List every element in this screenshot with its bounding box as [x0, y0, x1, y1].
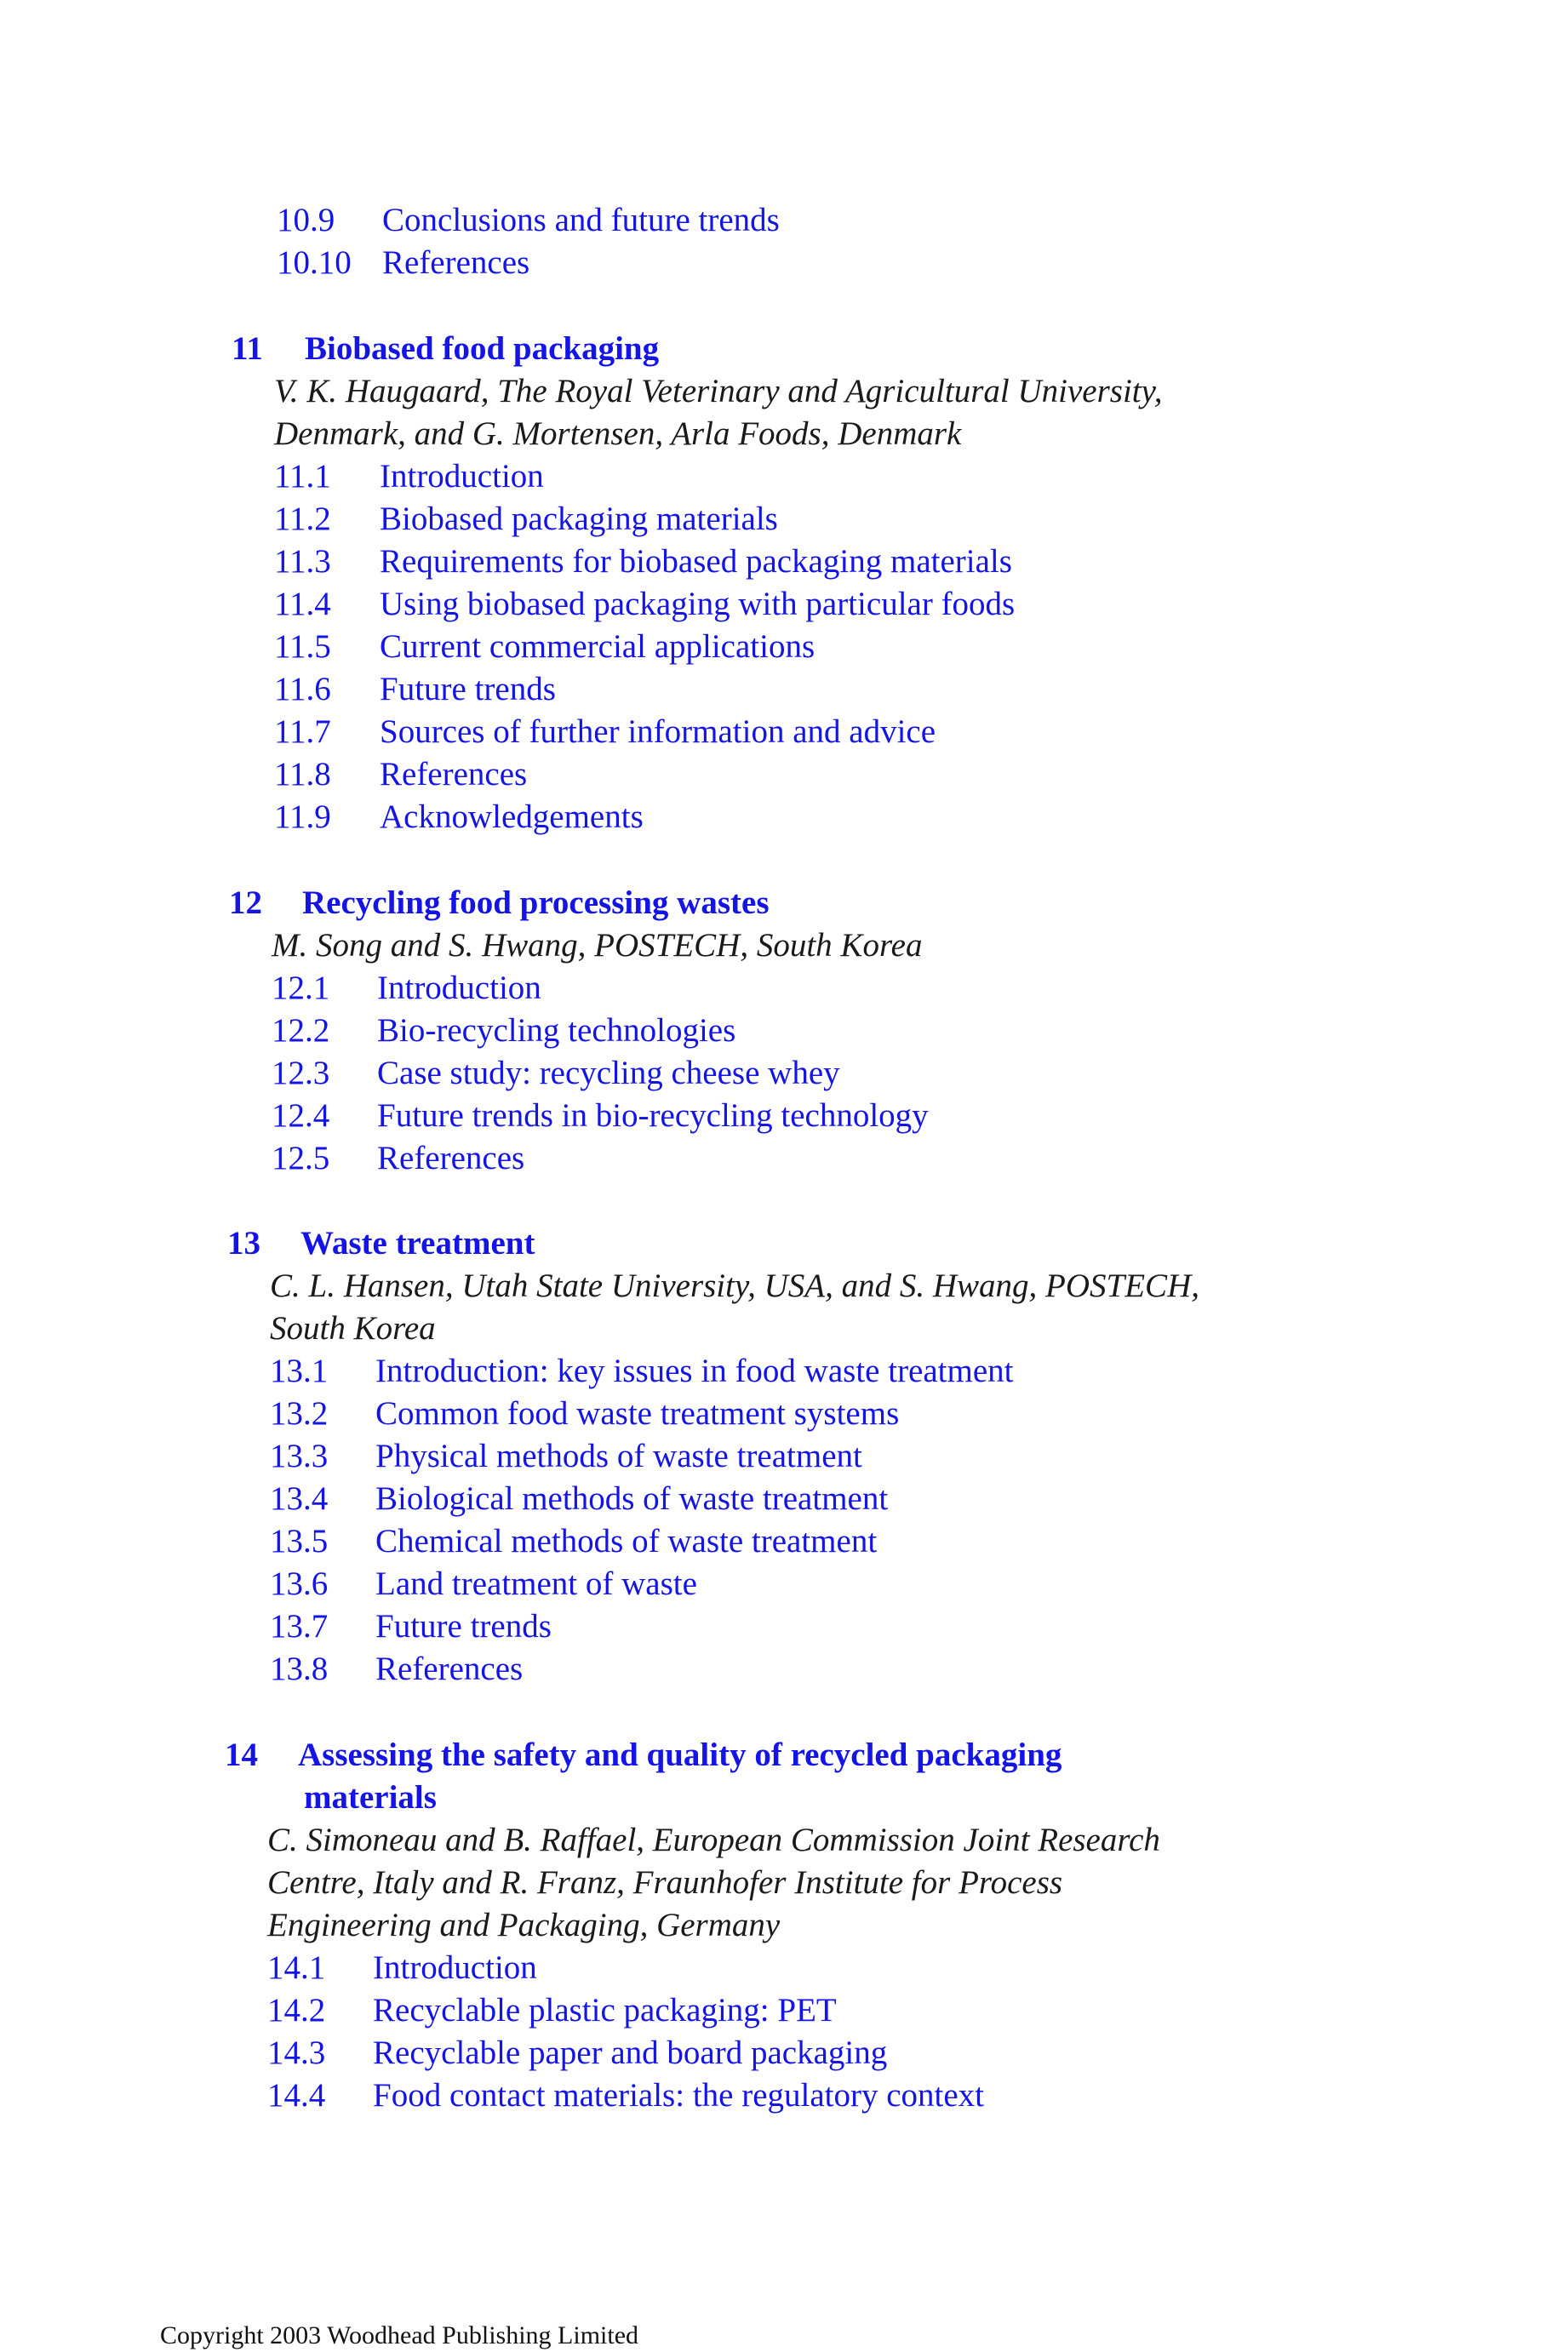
section-title: Acknowledgements [380, 798, 644, 835]
section-number: 13.4 [270, 1480, 329, 1517]
section-number: 11.8 [274, 756, 331, 793]
section-title: Using biobased packaging with particular foods [380, 586, 1016, 622]
chapter-title: Recycling food processing wastes [302, 884, 770, 921]
section-title: Physical methods of waste treatment [375, 1438, 862, 1474]
section-number: 12.4 [272, 1097, 330, 1134]
section-title: References [377, 1140, 525, 1176]
chapter-heading-13[interactable] [227, 1222, 535, 1265]
section-title: Chemical methods of waste treatment [375, 1523, 878, 1559]
section-title: Introduction [377, 970, 541, 1006]
section-title: Common food waste treatment systems [375, 1395, 900, 1432]
section-title: Sources of further information and advice [380, 713, 936, 750]
chapter-authors-line: C. Simoneau and B. Raffael, European Commission Joint Research [267, 1822, 1160, 1858]
toc-entry-11-2[interactable] [274, 498, 778, 541]
chapter-authors-line: V. K. Haugaard, The Royal Veterinary and Agricultural University, [274, 373, 1163, 409]
section-number: 12.5 [272, 1140, 330, 1176]
section-number: 11.9 [274, 798, 331, 835]
section-number: 12.2 [272, 1012, 330, 1049]
section-title: Food contact materials: the regulatory context [373, 2077, 985, 2114]
section-number: 14.4 [267, 2077, 326, 2114]
section-number: 14.3 [267, 2034, 326, 2071]
toc-entry-13-5[interactable] [270, 1520, 877, 1563]
section-number: 13.5 [270, 1523, 329, 1559]
chapter-authors-line: M. Song and S. Hwang, POSTECH, South Korea [272, 927, 923, 964]
toc-entry-12-4[interactable] [272, 1095, 929, 1137]
chapter-authors-line: Centre, Italy and R. Franz, Fraunhofer Institute for Process [267, 1864, 1063, 1901]
section-number: 10.9 [277, 202, 335, 238]
section-title: Biobased packaging materials [380, 501, 778, 537]
section-number: 11.4 [274, 586, 331, 622]
section-title: Current commercial applications [380, 628, 815, 665]
chapter-heading-14[interactable] [225, 1734, 1062, 1777]
section-number: 11.7 [274, 713, 331, 750]
chapter-authors-line: Engineering and Packaging, Germany [267, 1907, 781, 1943]
toc-entry-10-10[interactable] [277, 242, 529, 284]
toc-entry-12-5[interactable] [272, 1137, 524, 1180]
toc-entry-10-9[interactable] [277, 199, 780, 242]
section-number: 12.1 [272, 970, 330, 1006]
chapter-heading-14-continued[interactable] [304, 1777, 437, 1819]
chapter-heading-12[interactable] [229, 882, 770, 924]
toc-entry-13-6[interactable] [270, 1563, 697, 1605]
section-number: 14.2 [267, 1992, 326, 2029]
toc-entry-11-6[interactable] [274, 668, 556, 711]
toc-entry-11-9[interactable] [274, 796, 644, 838]
toc-entry-11-5[interactable] [274, 626, 815, 668]
chapter-authors-line: C. L. Hansen, Utah State University, USA, and S. Hwang, POSTECH, [270, 1268, 1199, 1304]
chapter-title: Biobased food packaging [305, 330, 660, 367]
section-title: Future trends [380, 671, 556, 707]
section-title: Future trends in bio-recycling technology [377, 1097, 929, 1134]
toc-entry-13-8[interactable] [270, 1648, 523, 1691]
toc-entry-12-3[interactable] [272, 1052, 840, 1095]
section-number: 11.5 [274, 628, 331, 665]
section-number: 14.1 [267, 1949, 326, 1986]
section-title: Introduction [380, 458, 544, 495]
section-title: Introduction [373, 1949, 537, 1986]
chapter-number: 11 [232, 330, 263, 367]
section-number: 10.10 [277, 244, 352, 281]
chapter-number: 14 [225, 1737, 258, 1773]
toc-entry-11-7[interactable] [274, 711, 936, 753]
section-number: 11.2 [274, 501, 331, 537]
section-title: Future trends [375, 1608, 552, 1645]
toc-entry-13-7[interactable] [270, 1605, 552, 1648]
section-number: 11.6 [274, 671, 331, 707]
section-title: Conclusions and future trends [382, 202, 780, 238]
toc-entry-13-4[interactable] [270, 1478, 888, 1520]
section-title: References [375, 1651, 524, 1687]
section-number: 13.3 [270, 1438, 329, 1474]
toc-entry-14-3[interactable] [267, 2032, 887, 2074]
toc-entry-13-2[interactable] [270, 1393, 899, 1435]
section-title: Biological methods of waste treatment [375, 1480, 889, 1517]
section-number: 11.1 [274, 458, 331, 495]
chapter-number: 12 [229, 884, 262, 921]
section-title: Land treatment of waste [375, 1565, 697, 1602]
section-title: Bio-recycling technologies [377, 1012, 736, 1049]
toc-entry-14-4[interactable] [267, 2074, 984, 2117]
section-number: 12.3 [272, 1055, 330, 1091]
toc-entry-13-1[interactable] [270, 1350, 1014, 1393]
toc-entry-11-3[interactable] [274, 541, 1012, 583]
section-number: 13.1 [270, 1353, 329, 1389]
toc-entry-12-1[interactable] [272, 967, 541, 1010]
section-number: 13.8 [270, 1651, 329, 1687]
section-number: 11.3 [274, 543, 331, 580]
chapter-title-line: materials [304, 1779, 437, 1816]
chapter-title-line: Assessing the safety and quality of recycled packaging [298, 1737, 1062, 1773]
section-number: 13.6 [270, 1565, 329, 1602]
section-title: References [382, 244, 530, 281]
toc-entry-11-1[interactable] [274, 455, 544, 498]
section-title: Case study: recycling cheese whey [377, 1055, 840, 1091]
toc-entry-11-4[interactable] [274, 583, 1015, 626]
section-title: Recyclable plastic packaging: PET [373, 1992, 837, 2029]
toc-entry-12-2[interactable] [272, 1010, 735, 1052]
section-title: Introduction: key issues in food waste treatment [375, 1353, 1014, 1389]
chapter-heading-11[interactable] [232, 328, 659, 370]
toc-entry-11-8[interactable] [274, 753, 527, 796]
section-title: References [380, 756, 528, 793]
chapter-title: Waste treatment [300, 1225, 535, 1262]
toc-entry-14-1[interactable] [267, 1947, 537, 1989]
toc-entry-14-2[interactable] [267, 1989, 837, 2032]
copyright-footer: Copyright 2003 Woodhead Publishing Limited [160, 2321, 639, 2349]
chapter-authors-line: Denmark, and G. Mortensen, Arla Foods, Denmark [274, 415, 962, 452]
section-title: Requirements for biobased packaging materials [380, 543, 1012, 580]
section-title: Recyclable paper and board packaging [373, 2034, 888, 2071]
section-number: 13.2 [270, 1395, 329, 1432]
toc-entry-13-3[interactable] [270, 1435, 862, 1478]
chapter-authors-line: South Korea [270, 1310, 436, 1347]
section-number: 13.7 [270, 1608, 329, 1645]
chapter-number: 13 [227, 1225, 260, 1262]
